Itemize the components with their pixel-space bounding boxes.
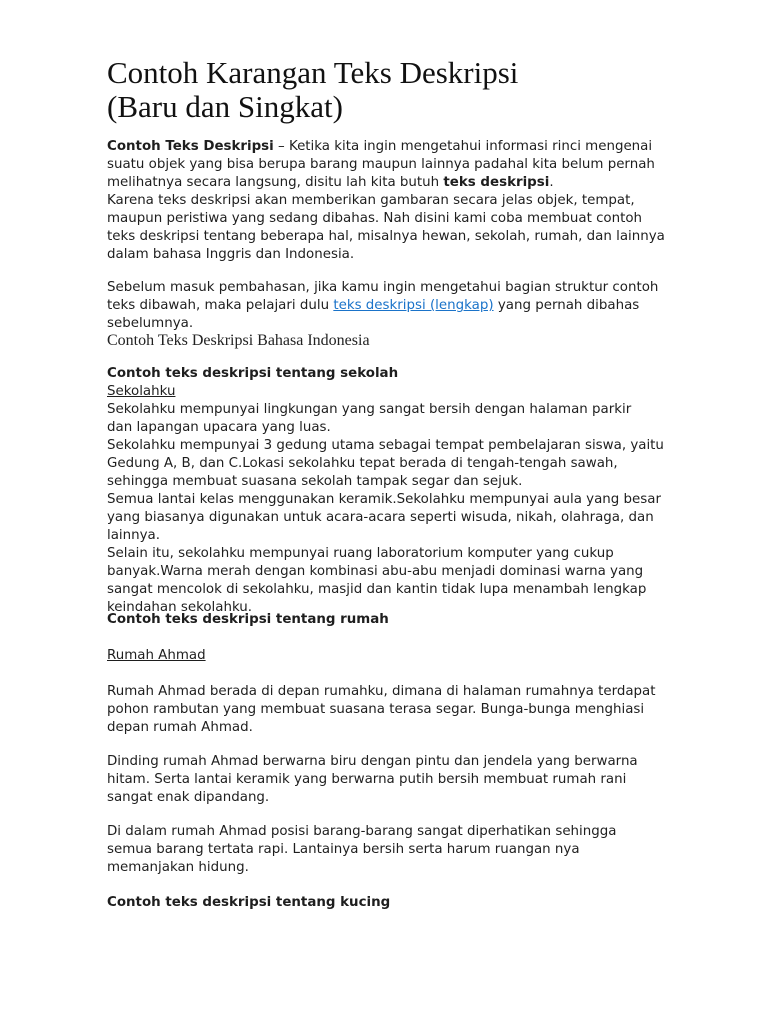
teks-deskripsi-link[interactable]: teks deskripsi (lengkap)	[333, 298, 494, 313]
section-heading: Contoh Teks Deskripsi Bahasa Indonesia	[107, 332, 370, 349]
sekolah-subtitle: Sekolahku	[107, 384, 176, 399]
intro-line-3-bold: teks deskripsi	[443, 175, 550, 190]
intro-line-3	[107, 174, 727, 192]
rumah-line: Rumah Ahmad berada di depan rumahku, dimana di halaman rumahnya terdapat	[107, 684, 656, 699]
rumah-paragraph-2	[107, 753, 727, 807]
prelude-line-3: sebelumnya.	[107, 316, 194, 331]
rumah-line: Di dalam rumah Ahmad posisi barang-barang sangat diperhatikan sehingga	[107, 824, 617, 839]
rumah-paragraph-3	[107, 823, 727, 877]
intro-line-7: dalam bahasa Inggris dan Indonesia.	[107, 247, 355, 262]
sekolah-line: sangat mencolok di sekolahku, masjid dan kantin tidak lupa menambah lengkap	[107, 582, 647, 597]
sekolah-line: Selain itu, sekolahku mempunyai ruang laboratorium komputer yang cukup	[107, 546, 614, 561]
rumah-line: pohon rambutan yang membuat suasana terasa segar. Bunga-bunga menghiasi	[107, 702, 645, 717]
sekolah-line: Semua lantai kelas menggunakan keramik.Sekolahku mempunyai aula yang besar	[107, 492, 661, 507]
rumah-line: sangat enak dipandang.	[107, 790, 270, 805]
rumah-line: semua barang tertata rapi. Lantainya bersih serta harum ruangan nya	[107, 842, 580, 857]
rumah-line: Dinding rumah Ahmad berwarna biru dengan pintu dan jendela yang berwarna	[107, 754, 638, 769]
sekolah-line: banyak.Warna merah dengan kombinasi abu-abu menjadi dominasi warna yang	[107, 564, 644, 579]
sekolah-line: Sekolahku mempunyai 3 gedung utama sebagai tempat pembelajaran siswa, yaitu	[107, 438, 664, 453]
prelude-line-2-post: yang pernah dibahas	[493, 298, 640, 313]
intro-line-1	[107, 138, 727, 156]
rumah-line: depan rumah Ahmad.	[107, 720, 253, 735]
kucing-heading: Contoh teks deskripsi tentang kucing	[107, 895, 391, 910]
page-title	[107, 56, 707, 124]
title-line-2: (Baru dan Singkat)	[107, 89, 343, 124]
intro-line-1-rest: – Ketika kita ingin mengetahui informasi rinci mengenai	[273, 139, 653, 154]
rumah-line: memanjakan hidung.	[107, 860, 249, 875]
sekolah-heading: Contoh teks deskripsi tentang sekolah	[107, 366, 399, 381]
sekolah-section	[107, 365, 727, 617]
prelude-line-2-pre: teks dibawah, maka pelajari dulu	[107, 298, 334, 313]
rumah-heading: Contoh teks deskripsi tentang rumah	[107, 612, 389, 627]
prelude-line-1: Sebelum masuk pembahasan, jika kamu ingin mengetahui bagian struktur contoh	[107, 280, 659, 295]
sekolah-line: Sekolahku mempunyai lingkungan yang sangat bersih dengan halaman parkir	[107, 402, 632, 417]
intro-line-5: maupun peristiwa yang sedang dibahas. Nah disini kami coba membuat contoh	[107, 211, 643, 226]
intro-paragraph	[107, 138, 727, 264]
sekolah-line: lainnya.	[107, 528, 161, 543]
intro-line-3-post: .	[549, 175, 554, 190]
sekolah-line: dan lapangan upacara yang luas.	[107, 420, 331, 435]
rumah-line: hitam. Serta lantai keramik yang berwarna putih bersih membuat rumah rani	[107, 772, 627, 787]
rumah-subtitle: Rumah Ahmad	[107, 648, 206, 663]
title-line-1: Contoh Karangan Teks Deskripsi	[107, 55, 519, 90]
prelude-paragraph	[107, 279, 727, 333]
intro-line-6: teks deskripsi tentang beberapa hal, misalnya hewan, sekolah, rumah, dan lainnya	[107, 229, 665, 244]
sekolah-line: Gedung A, B, dan C.Lokasi sekolahku tepat berada di tengah-tengah sawah,	[107, 456, 618, 471]
intro-line-2: suatu objek yang bisa berupa barang maupun lainnya padahal kita belum pernah	[107, 157, 655, 172]
sekolah-line: yang biasanya digunakan untuk acara-acara seperti wisuda, nikah, olahraga, dan	[107, 510, 654, 525]
prelude-line-2	[107, 297, 727, 315]
sekolah-line: keindahan sekolahku.	[107, 600, 253, 615]
sekolah-line: sehingga membuat suasana sekolah tampak segar dan sejuk.	[107, 474, 523, 489]
intro-line-4: Karena teks deskripsi akan memberikan gambaran secara jelas objek, tempat,	[107, 193, 635, 208]
rumah-paragraph-1	[107, 683, 727, 737]
intro-lead-bold: Contoh Teks Deskripsi	[107, 139, 274, 154]
intro-line-3-pre: melihatnya secara langsung, disitu lah kita butuh	[107, 175, 444, 190]
